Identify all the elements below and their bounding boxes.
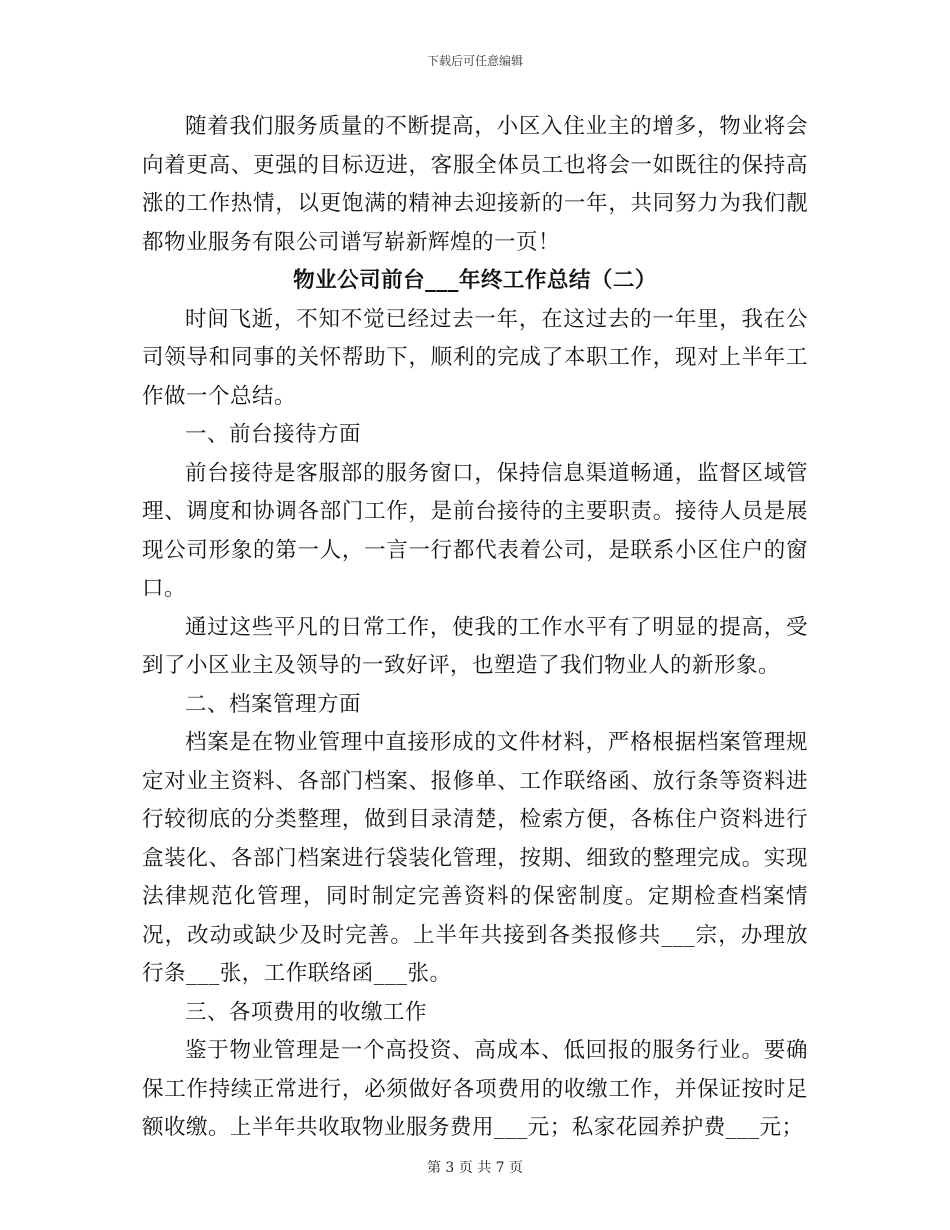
section-heading-reception: 一、前台接待方面	[185, 422, 362, 447]
paragraph-reception: 前台接待是客服部的服务窗口，保持信息渠道畅通，监督区域管理、调度和协调各部门工作，是前台接待的主要职责。接待人员是展现公司形象的第一人，一言一行都代表着公司，是联系小区住户的窗口。	[142, 460, 808, 601]
document-body	[142, 108, 808, 1148]
paragraph-reception-result: 通过这些平凡的日常工作，使我的工作水平有了明显的提高，受到了小区业主及领导的一致好评，也塑造了我们物业人的新形象。	[142, 614, 808, 678]
page-header-note: 下载后可任意编辑	[426, 54, 523, 68]
section-heading-fees: 三、各项费用的收缴工作	[185, 999, 428, 1025]
page-number: 第 3 页 共 7 页	[426, 1160, 524, 1176]
document-title: 物业公司前台___年终工作总结（二）	[293, 268, 657, 293]
paragraph-closing: 随着我们服务质量的不断提高，小区入住业主的增多，物业将会向着更高、更强的目标迈进，客服全体员工也将会一如既往的保持高涨的工作热情，以更饱满的精神去迎接新的一年，共同努力为我们靓都物业服务有限公司谱写崭新辉煌的一页！	[142, 114, 808, 255]
paragraph-fees: 鉴于物业管理是一个高投资、高成本、低回报的服务行业。要确保工作持续正常进行，必须做好各项费用的收缴工作，并保证按时足额收缴。上半年共收取物业服务费用___元；私家花园养护费___元；	[142, 1038, 808, 1140]
paragraph-archive: 档案是在物业管理中直接形成的文件材料，严格根据档案管理规定对业主资料、各部门档案、报修单、工作联络函、放行条等资料进行较彻底的分类整理，做到目录清楚，检索方便，各栋住户资料进行盒装化、各部门档案进行袋装化管理，按期、细致的整理完成。实现法律规范化管理，同时制定完善资料的保密制度。定期检查档案情况，改动或缺少及时完善。上半年共接到各类报修共___宗，办理放行条___张，工作联络函___张。	[142, 730, 808, 986]
section-heading-archive: 二、档案管理方面	[185, 691, 362, 717]
paragraph-intro: 时间飞逝，不知不觉已经过去一年，在这过去的一年里，我在公司领导和同事的关怀帮助下，顺利的完成了本职工作，现对上半年工作做一个总结。	[142, 306, 808, 409]
